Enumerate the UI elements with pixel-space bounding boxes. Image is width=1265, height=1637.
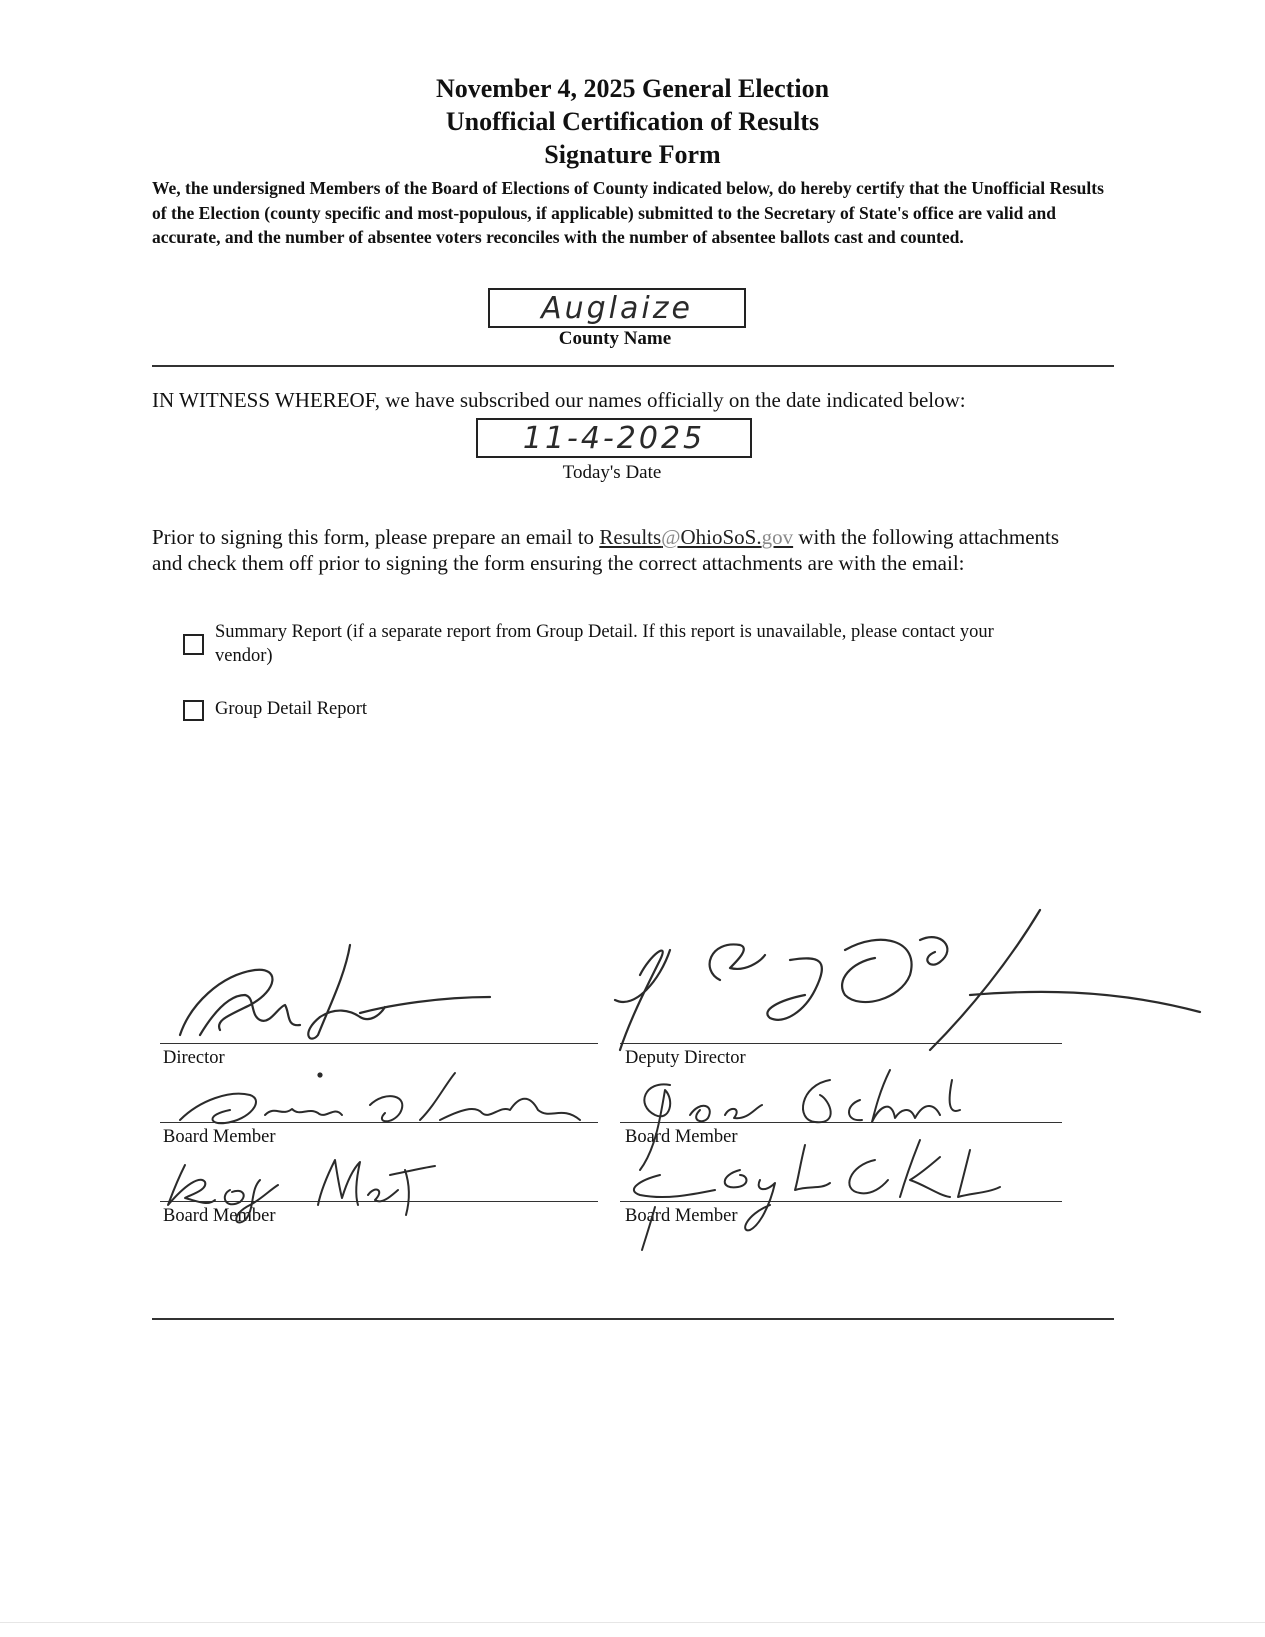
county-name-value: Auglaize bbox=[541, 290, 693, 326]
board-member-4-signature bbox=[620, 1135, 1010, 1255]
attachment-summary-report bbox=[183, 620, 1023, 668]
date-field[interactable] bbox=[476, 418, 752, 458]
summary-report-label: Summary Report (if a separate report from Group Detail. If this report is unavailable, please contact your vendor) bbox=[215, 622, 994, 666]
section-divider-bottom bbox=[152, 1318, 1114, 1320]
form-title-line-1: November 4, 2025 General Election bbox=[435, 74, 830, 103]
form-title-line-3: Signature Form bbox=[544, 140, 721, 169]
board-member-3-label: Board Member bbox=[163, 1206, 276, 1226]
deputy-director-signature bbox=[590, 900, 1210, 1060]
form-title-line-2: Unofficial Certification of Results bbox=[445, 107, 820, 136]
instructions-after-text: with the following attachments and check them off prior to signing the form ensuring the correct attachments are with the email: bbox=[152, 525, 1060, 575]
section-divider-top bbox=[152, 365, 1114, 367]
results-email-link[interactable]: Results@OhioSoS.gov bbox=[599, 525, 794, 549]
county-name-label: County Name bbox=[558, 328, 672, 349]
date-label: Today's Date bbox=[562, 462, 662, 483]
board-member-4-label: Board Member bbox=[625, 1206, 738, 1226]
director-signature bbox=[160, 935, 500, 1045]
group-detail-report-label: Group Detail Report bbox=[215, 699, 368, 719]
board-member-3-signature bbox=[160, 1150, 440, 1230]
attachment-group-detail-report bbox=[183, 697, 367, 721]
certification-statement: We, the undersigned Members of the Board of Elections of County indicated below, do hereby certify that the Unofficial Results of the Election (county specific and most-populous, if applicable) submitted to the Secretary of State's office are valid and accurate, and the number of absentee voters reconciles with the number of absentee ballots cast and counted. bbox=[152, 178, 1104, 247]
board-member-2-label: Board Member bbox=[625, 1127, 738, 1147]
board-member-1-signature bbox=[170, 1065, 590, 1135]
date-value: 11-4-2025 bbox=[522, 420, 706, 456]
witness-statement: IN WITNESS WHEREOF, we have subscribed our names officially on the date indicated below: bbox=[152, 388, 966, 412]
county-name-field[interactable] bbox=[488, 288, 746, 328]
board-member-1-label: Board Member bbox=[163, 1127, 276, 1147]
director-label: Director bbox=[163, 1048, 225, 1068]
scan-edge bbox=[0, 1622, 1265, 1623]
deputy-director-label: Deputy Director bbox=[625, 1048, 746, 1068]
summary-report-checkbox[interactable] bbox=[183, 634, 204, 655]
group-detail-report-checkbox[interactable] bbox=[183, 700, 204, 721]
email-instructions bbox=[152, 524, 1082, 576]
instructions-before-text: Prior to signing this form, please prepare an email to bbox=[152, 525, 600, 549]
